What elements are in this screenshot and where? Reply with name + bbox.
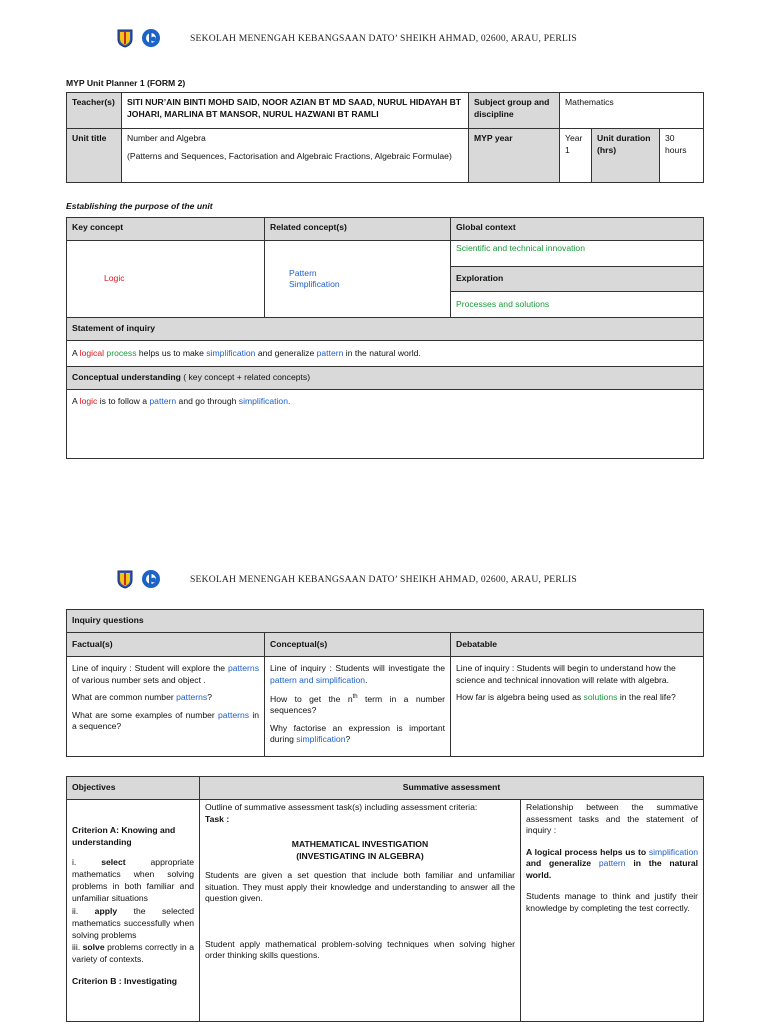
- text-part: .: [365, 674, 368, 685]
- soi-text: [67, 341, 704, 367]
- subject-label: Subject group and discipline: [469, 93, 560, 129]
- task-cell: [200, 800, 521, 1022]
- unit-title-sub: (Patterns and Sequences, Factorisation and Algebraic Fractions, Algebraic Formulae): [127, 150, 452, 161]
- cu-part: A: [72, 396, 80, 406]
- text-part: problems correctly in a variety of contexts.: [72, 941, 194, 964]
- soi-part: and generalize: [255, 347, 317, 358]
- global-value-cell: [451, 241, 704, 267]
- objectives-cell: [67, 800, 200, 1022]
- cu-part: is to follow a: [97, 396, 150, 406]
- objective-i: [72, 856, 194, 904]
- soi-word: logical: [79, 347, 105, 358]
- debatable-label: Debatable: [451, 633, 704, 657]
- purpose-table: [66, 217, 704, 459]
- text-part: Line of inquiry : Student will explore the: [72, 663, 228, 673]
- school-crest-icon: [116, 569, 134, 589]
- factual-label: Factual(s): [67, 633, 265, 657]
- unit-info-table: [66, 92, 704, 183]
- inquiry-table: [66, 609, 704, 757]
- cu-part: and go through: [176, 396, 239, 406]
- text-part: and generalize: [526, 858, 599, 868]
- unit-title-label: Unit title: [67, 129, 122, 183]
- text-word: simplification: [296, 734, 346, 745]
- key-concept-value: Logic: [104, 273, 125, 284]
- text-word: apply: [94, 905, 118, 916]
- relationship-2: Students manage to think and justify their knowledge by completing the test correctly.: [526, 891, 699, 913]
- text-part: How far is algebra being used as: [456, 692, 584, 702]
- exploration-value-cell: [451, 292, 704, 318]
- related-label: Related concept(s): [265, 218, 451, 241]
- school-crest-icon: [116, 28, 134, 48]
- text-word: pattern and simplification: [270, 674, 366, 685]
- text-part: of various number sets and object .: [72, 674, 206, 685]
- relationship-cell: [521, 800, 704, 1022]
- objective-ii: [72, 905, 194, 941]
- inquiry-heading: Inquiry questions: [67, 610, 704, 633]
- soi-part: A: [72, 347, 80, 358]
- cu-part: .: [287, 396, 291, 406]
- task-desc: Students are given a set question that include both familiar and unfamiliar situation. They must apply their knowledge and understanding to answer all the question given.: [205, 870, 515, 903]
- task-title-2: (INVESTIGATING IN ALGEBRA): [296, 850, 424, 861]
- school-name: SEKOLAH MENENGAH KEBANGSAAN DATO’ SHEIKH AHMAD, 02600, ARAU, PERLIS: [190, 33, 577, 44]
- cu-label-rest: ( key concept + related concepts): [180, 372, 311, 383]
- text-word: pattern: [598, 858, 626, 868]
- conceptual-label: Conceptual(s): [265, 633, 451, 657]
- assessment-table: [66, 776, 704, 1022]
- task-label: Task :: [205, 813, 230, 824]
- text-part: Why factorise an expression is important during: [270, 722, 445, 745]
- global-value: Scientific and technical innovation: [456, 243, 585, 253]
- related-cell: [265, 241, 451, 318]
- duration-label: Unit duration (hrs): [592, 129, 660, 183]
- cu-text: [67, 390, 704, 459]
- conceptual-cell: [265, 657, 451, 757]
- task-desc-2: Student apply mathematical problem-solving techniques when solving higher order thinking skills questions.: [205, 938, 515, 960]
- soi-word: pattern: [316, 347, 344, 358]
- unit-title-value: Number and Algebra: [127, 133, 206, 143]
- ib-logo-icon: [140, 569, 162, 589]
- relationship-statement: [526, 847, 698, 882]
- criterion-a: Criterion A: Knowing and understanding: [72, 825, 176, 848]
- text-word: simplification: [648, 846, 699, 857]
- ib-logo-icon: [140, 28, 162, 48]
- relationship-label: Relationship between the summative assessment tasks and the statement of inquiry :: [526, 802, 699, 835]
- related-item: Pattern: [289, 267, 317, 278]
- key-concept-label: Key concept: [67, 218, 265, 241]
- planner-title: MYP Unit Planner 1 (FORM 2): [66, 78, 186, 88]
- text-part: in the natural world.: [526, 858, 699, 880]
- soi-word: simplification: [206, 347, 256, 358]
- text-part: in a sequence?: [72, 709, 260, 731]
- objective-iii: [72, 941, 194, 965]
- global-label: Global context: [451, 218, 704, 241]
- summative-label: Summative assessment: [200, 777, 704, 800]
- text-word: solve: [82, 941, 105, 952]
- text-part: ?: [207, 692, 212, 702]
- text-word: patterns: [218, 709, 250, 720]
- text-part: i.: [72, 857, 102, 868]
- cu-word: logic: [79, 396, 98, 406]
- text-word: patterns: [227, 663, 259, 673]
- text-part: How to get the n: [270, 693, 353, 704]
- soi-part: in the natural world.: [343, 347, 421, 358]
- text-word: select: [101, 857, 126, 868]
- outline-text: Outline of summative assessment task(s) including assessment criteria:: [205, 802, 478, 812]
- exploration-value: Processes and solutions: [456, 298, 550, 309]
- subject-value: Mathematics: [560, 93, 704, 129]
- criterion-b: Criterion B : Investigating: [72, 976, 178, 987]
- text-word: solutions: [583, 692, 618, 702]
- text-part: A logical process helps us to: [526, 846, 649, 857]
- year-value: Year 1: [560, 129, 592, 183]
- task-title-1: MATHEMATICAL INVESTIGATION: [291, 839, 429, 849]
- school-header: [112, 27, 712, 49]
- factual-cell: [67, 657, 265, 757]
- text-part: ?: [345, 734, 351, 745]
- teachers-value: SITI NUR’AIN BINTI MOHD SAID, NOOR AZIAN BT MD SAAD, NURUL HIDAYAH BT JOHARI, MARLINA BT MANSOR, NURUL HAZWANI BT RAMLI: [122, 93, 469, 129]
- text-part: iii.: [72, 941, 83, 952]
- soi-label: Statement of inquiry: [67, 318, 704, 341]
- cu-label: Conceptual understanding: [72, 372, 181, 383]
- text-part: term in a number sequences?: [270, 693, 445, 716]
- soi-part: helps us to make: [136, 347, 207, 358]
- objectives-label: Objectives: [67, 777, 200, 800]
- text-part: the selected mathematics successfully when solving problems: [72, 905, 195, 940]
- duration-value: 30 hours: [660, 129, 704, 183]
- text-part: What are some examples of number: [72, 709, 219, 720]
- soi-word: process: [106, 347, 137, 358]
- cu-word: simplification: [238, 396, 288, 406]
- debatable-line: Line of inquiry : Students will begin to understand how the science and technical innovation will relate with algebra.: [456, 663, 676, 685]
- cu-label-cell: [67, 367, 704, 390]
- text-part: appropriate mathematics when solving problems in both familiar and unfamiliar situations: [72, 857, 194, 904]
- purpose-heading: Establishing the purpose of the unit: [66, 201, 213, 211]
- school-name: SEKOLAH MENENGAH KEBANGSAAN DATO’ SHEIKH AHMAD, 02600, ARAU, PERLIS: [190, 574, 577, 585]
- debatable-cell: [451, 657, 704, 757]
- myp-year-label: MYP year: [469, 129, 560, 183]
- text-part: ii.: [72, 905, 95, 916]
- related-item: Simplification: [289, 279, 340, 289]
- teachers-label: Teacher(s): [67, 93, 122, 129]
- key-concept-cell: [67, 241, 265, 318]
- superscript: th: [352, 694, 358, 700]
- school-header: [112, 568, 712, 590]
- unit-title-cell: [122, 129, 469, 183]
- exploration-label: Exploration: [451, 267, 704, 292]
- cu-word: pattern: [149, 396, 177, 406]
- text-part: Line of inquiry : Students will investigate the: [270, 663, 445, 673]
- text-word: patterns: [176, 692, 208, 702]
- text-part: in the real life?: [617, 692, 676, 702]
- text-part: What are common number: [72, 692, 177, 702]
